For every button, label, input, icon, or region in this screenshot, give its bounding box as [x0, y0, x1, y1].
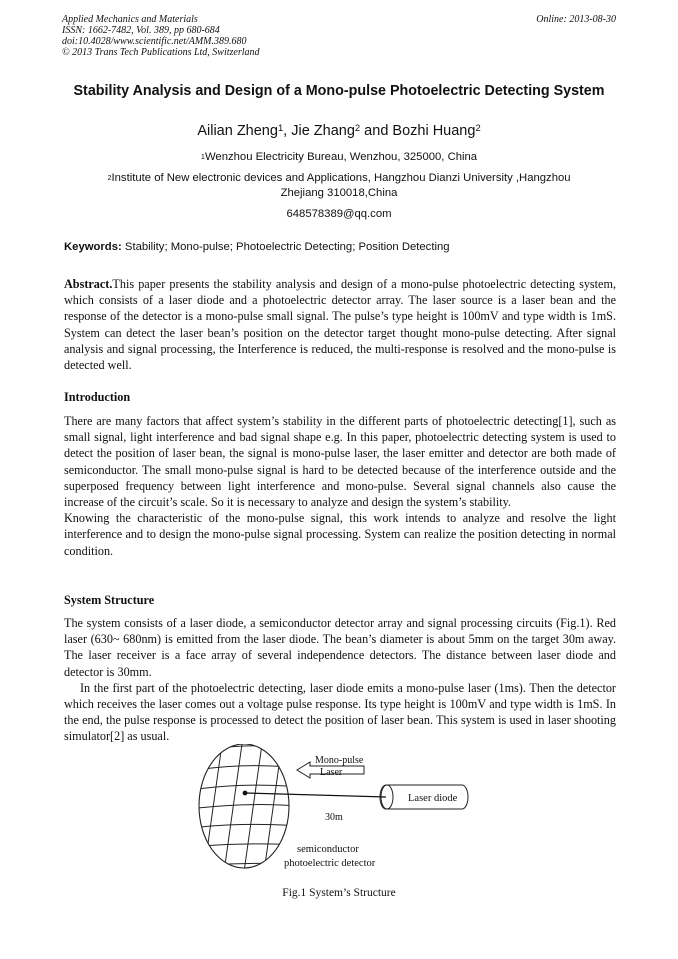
abstract: [64, 276, 616, 373]
author-sup: 1: [277, 122, 284, 133]
author-name: Bozhi Huang: [392, 123, 476, 139]
author-sep: and: [360, 123, 393, 139]
paragraph: The system consists of a laser diode, a semiconductor detector array and signal processing circuits (Fig.1). Red laser (630~ 680nm) is emitted from the laser diode. The bean’s diameter is about 5mm on the target 30m away. The laser receiver is a face array of several independence detectors. The distance between laser diode and detector is 30mm.: [64, 616, 616, 679]
paragraph: Knowing the characteristic of the mono-pulse signal, this work intends to analyze and resolve the light interference and to design the mono-pulse signal processing. System can realize the position detecting in normal condition.: [64, 511, 616, 558]
abstract-label: Abstract.: [64, 277, 113, 291]
abstract-text: This paper presents the stability analysis and design of a mono-pulse photoelectric detecting system, which consists of a laser diode and a photoelectric detector array. The laser source is a laser bean and the response of the detector is a mono-pulse small signal. The pulse’s type height is 100mV and type width is 1mS. System can detect the laser bean’s position on the detector target thought mono-pulse detecting. After signal analysis and signal processing, the Interference is reduced, the multi-response is resolved and the mono-pulse is detected well.: [64, 277, 616, 373]
author-sup: 2: [354, 122, 361, 133]
author-sep: ,: [283, 123, 292, 139]
author-name: Jie Zhang: [291, 123, 355, 139]
doi: doi:10.4028/www.scientific.net/AMM.389.680: [62, 36, 247, 47]
introduction-body: [64, 413, 616, 559]
affiliation-text: Institute of New electronic devices and Applications, Hangzhou Dianzi University ,Hangzhou: [111, 172, 571, 184]
detector-array: [199, 744, 289, 868]
system-structure-body: [64, 615, 616, 745]
distance-label: 30m: [325, 812, 343, 823]
figure-system-structure: [190, 744, 490, 884]
affiliation-1: [62, 150, 616, 165]
affiliation-text: Wenzhou Electricity Bureau, Wenzhou, 325000, China: [204, 151, 478, 163]
journal-header: [62, 14, 616, 58]
laser-beam: [245, 793, 386, 797]
authors: [62, 123, 616, 139]
figure-caption: Fig.1 System’s Structure: [282, 887, 396, 899]
affiliation-2: [62, 171, 616, 201]
detector-label-line1: semiconductor: [297, 844, 359, 855]
author-name: Ailian Zheng: [197, 123, 278, 139]
copyright: © 2013 Trans Tech Publications Ltd, Switzerland: [62, 47, 260, 58]
detector-label-line2: photoelectric detector: [284, 858, 376, 869]
affiliation-sup: 1: [200, 152, 205, 161]
section-heading-system-structure: System Structure: [64, 593, 155, 607]
keywords-text: Stability; Mono-pulse; Photoelectric Detecting; Position Detecting: [121, 241, 450, 253]
diode-label: Laser diode: [408, 793, 458, 804]
keywords-label: Keywords:: [64, 241, 122, 253]
keywords: [64, 241, 616, 253]
online-date: Online: 2013-08-30: [536, 14, 616, 25]
issn: ISSN: 1662-7482, Vol. 389, pp 680-684: [62, 25, 220, 36]
author-sup: 2: [475, 122, 481, 133]
mono-pulse-label: Mono-pulse: [315, 755, 364, 766]
laser-label: Laser: [320, 767, 343, 778]
paper-title: Stability Analysis and Design of a Mono-pulse Photoelectric Detecting System: [73, 83, 605, 99]
paragraph: There are many factors that affect system’s stability in the different parts of photoelectric detecting[1], such as small signal, light interference and bad signal shape e.g. In this paper, photoelectric detecting system is used to detect the position of laser bean, the signal is mono-pulse laser, the laser emitter and detector are both made of semiconductor. The small mono-pulse signal is hard to be detected because of the interference outside and the superposed frequency between light interference and mono-pulse. Several signal channels also cause the increase of the circuit’s scale. So it is necessary to analyze and design the system’s stability.: [64, 414, 616, 510]
section-heading-introduction: Introduction: [64, 390, 131, 404]
affiliation-sup: 2: [107, 173, 112, 182]
paragraph: In the first part of the photoelectric detecting, laser diode emits a mono-pulse laser (1ms). Then the detector which receives the laser comes out a voltage pulse response. Its type height is 100mV and type width is 1mS. In the end, the pulse response is processed to detect the position of laser bean. This system is used in laser shooting simulator[2] as usual.: [64, 680, 616, 744]
affiliation-text: Zhejiang 310018,China: [280, 187, 398, 199]
journal-name: Applied Mechanics and Materials: [62, 14, 198, 25]
email: 648578389@qq.com: [286, 208, 392, 220]
